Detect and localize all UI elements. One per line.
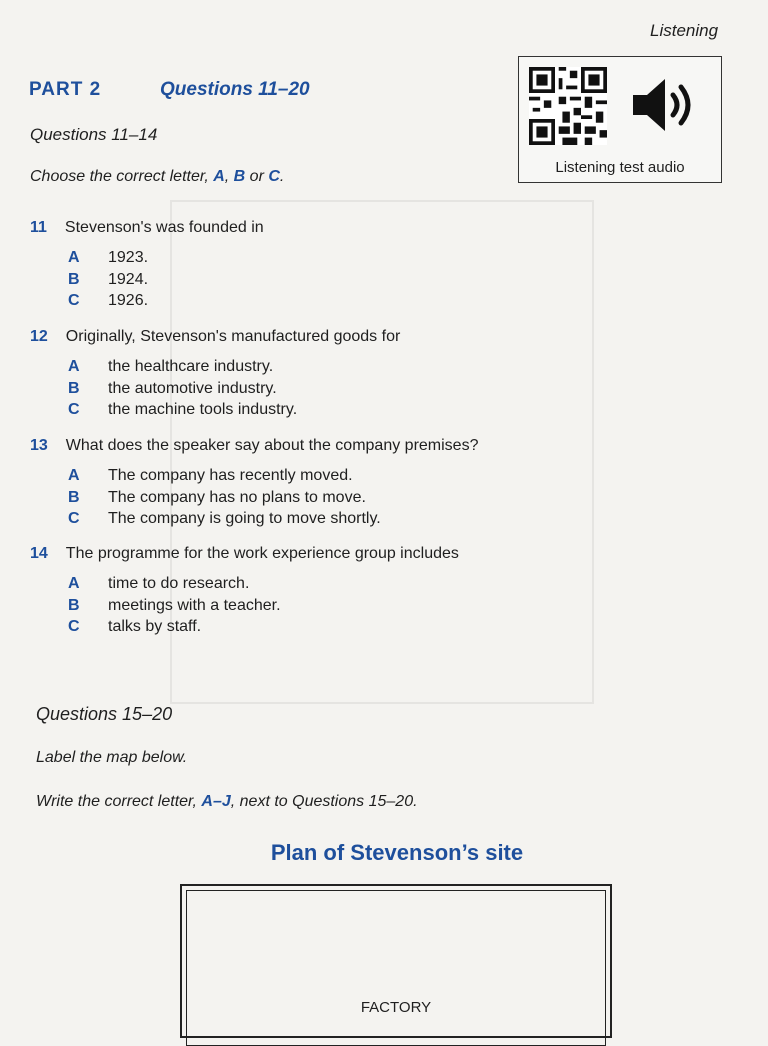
option-c[interactable]: C 1926. bbox=[68, 292, 149, 309]
option-c[interactable]: C the machine tools industry. bbox=[68, 401, 298, 418]
map-title: Plan of Stevenson’s site bbox=[270, 840, 524, 865]
question-14 bbox=[30, 545, 459, 638]
option-c[interactable]: C The company is going to move shortly. bbox=[68, 510, 381, 527]
question-11 bbox=[30, 219, 264, 312]
group-heading-15-20: Questions 15–20 bbox=[36, 704, 173, 724]
question-number: 13 bbox=[30, 437, 48, 454]
group-heading-11-14: Questions 11–14 bbox=[30, 125, 158, 144]
option-b[interactable]: B the automotive industry. bbox=[68, 379, 277, 397]
audio-panel[interactable] bbox=[518, 56, 722, 183]
instruction-label-map: Label the map below. bbox=[36, 749, 188, 766]
speaker-icon[interactable] bbox=[629, 75, 699, 135]
option-c[interactable]: C talks by staff. bbox=[68, 618, 202, 635]
question-12 bbox=[30, 328, 400, 421]
question-number: 14 bbox=[30, 545, 48, 562]
instruction-write-letter: Write the correct letter, A–J, next to Questions 15–20. bbox=[36, 793, 418, 810]
site-plan-map bbox=[180, 884, 612, 1038]
question-text: What does the speaker say about the company premises? bbox=[65, 437, 479, 454]
question-text: Originally, Stevenson's manufactured goods for bbox=[65, 328, 401, 345]
option-a[interactable]: A The company has recently moved. bbox=[68, 467, 353, 484]
factory-outline bbox=[186, 890, 606, 1046]
option-b[interactable]: B The company has no plans to move. bbox=[68, 488, 366, 506]
questions-range-heading: Questions 11–20 bbox=[160, 79, 310, 100]
part-heading: PART 2 bbox=[29, 79, 102, 100]
option-b[interactable]: B 1924. bbox=[68, 270, 149, 288]
section-title: Listening bbox=[650, 21, 719, 40]
qr-code-icon[interactable] bbox=[529, 67, 607, 145]
option-a[interactable]: A 1923. bbox=[68, 249, 149, 266]
audio-caption: Listening test audio bbox=[555, 159, 685, 176]
question-text: Stevenson's was founded in bbox=[64, 219, 264, 236]
option-a[interactable]: A time to do research. bbox=[68, 575, 250, 592]
instruction-choose-letter: Choose the correct letter, A, B or C. bbox=[30, 168, 285, 185]
option-b[interactable]: B meetings with a teacher. bbox=[68, 596, 281, 614]
factory-label: FACTORY bbox=[360, 999, 432, 1016]
question-number: 11 bbox=[30, 219, 47, 236]
question-13 bbox=[30, 437, 478, 530]
option-a[interactable]: A the healthcare industry. bbox=[68, 358, 274, 375]
question-number: 12 bbox=[30, 328, 48, 345]
question-text: The programme for the work experience group includes bbox=[65, 545, 459, 562]
